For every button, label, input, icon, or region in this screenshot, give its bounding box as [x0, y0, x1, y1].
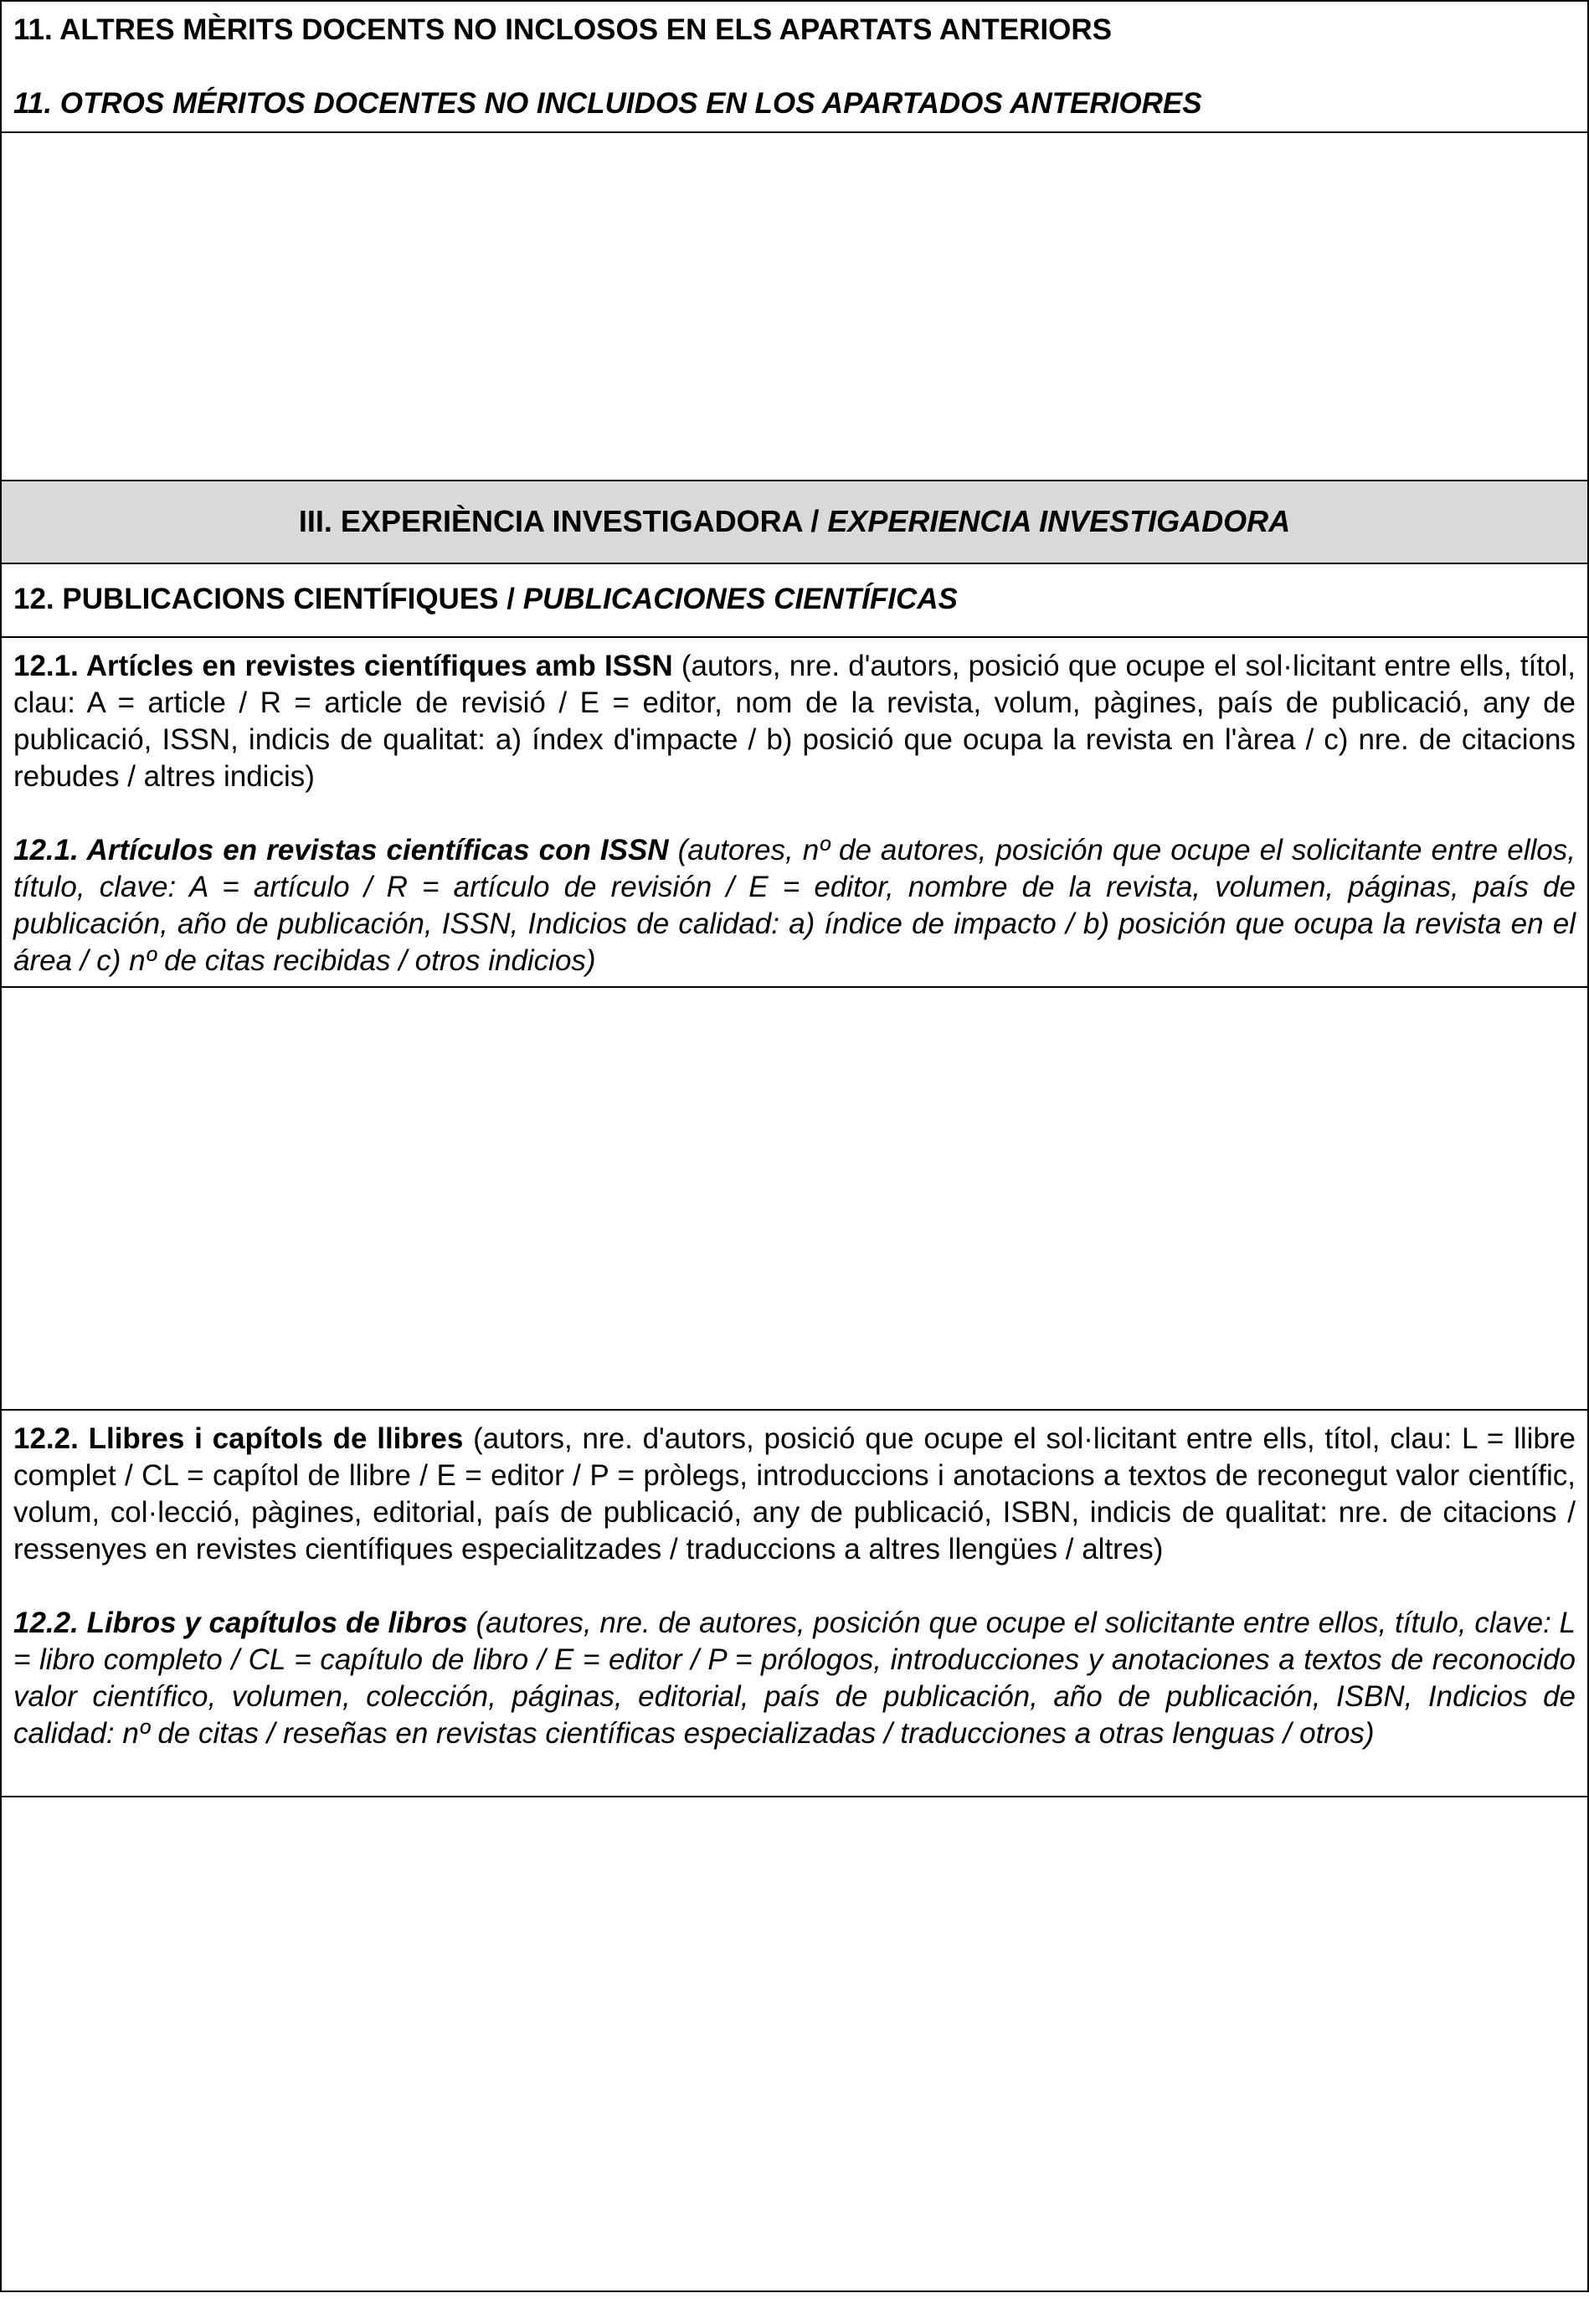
section-12-2-title-ca: 12.2. Llibres i capítols de llibres — [13, 1422, 464, 1455]
section-12-2-description-ca — [13, 1421, 1576, 1568]
section-12-1-text-es: (autores, nº de autores, posición que ocupe el solicitante entre ellos, título, clave: A = artículo / R = artículo de revisión / E = editor, nombre de la revista, volumen, páginas, país de publicación, año de publicación, ISSN, Indicios de calidad: a) índice de impacto / b) posición que ocupa la revista en el área / c) nº de citas recibidas / otros indicios) — [13, 834, 1576, 977]
section-12-2-text-es: (autores, nre. de autores, posición que ocupe el solicitante entre ellos, título, clave: L = libro completo / CL = capítulo de libro / E = editor / P = prólogos, introducciones y anotaciones a textos de reconocido valor científico, volumen, colección, páginas, editorial, país de publicación, año de publicación, ISBN, Indicios de calidad: nº de citas / reseñas en revistas científicas especializadas / traducciones a otras lenguas / otros) — [13, 1607, 1576, 1750]
section-12-2-header — [2, 1411, 1587, 1797]
section-11-input-area[interactable] — [2, 133, 1587, 481]
section-12-1-description-ca — [13, 648, 1576, 795]
section-11-header — [2, 2, 1587, 133]
section-3-title-bar — [2, 481, 1587, 564]
section-12-2-input-area[interactable] — [2, 1797, 1587, 2291]
section-11-title-ca: 11. ALTRES MÈRITS DOCENTS NO INCLOSOS EN ELS APARTATS ANTERIORS — [13, 13, 1112, 46]
section-12-2-text-ca: (autors, nre. d'autors, posició que ocupe el sol·licitant entre ells, títol, clau: L = llibre complet / CL = capítol de llibre / E = editor / P = pròlegs, introduccions i anotacions a textos de reconegut valor científic, volum, col·lecció, pàgines, editorial, país de publicació, any de publicació, ISBN, indicis de qualitat: nre. de citacions / ressenyes en revistes científiques especialitzades / traduccions a altres llengües / altres) — [13, 1422, 1576, 1566]
section-3-title-es: EXPERIENCIA INVESTIGADORA — [827, 504, 1291, 538]
section-12-1-description-es — [13, 832, 1576, 979]
section-12-1-title-ca: 12.1. Artícles en revistes científiques amb ISSN — [13, 650, 673, 682]
section-12-header — [2, 564, 1587, 638]
section-12-title-ca: 12. PUBLICACIONS CIENTÍFIQUES / — [13, 583, 523, 615]
section-12-1-input-area[interactable] — [2, 988, 1587, 1411]
section-11-title-es: 11. OTROS MÉRITOS DOCENTES NO INCLUIDOS EN LOS APARTADOS ANTERIORES — [13, 87, 1202, 120]
section-12-title-es: PUBLICACIONES CIENTÍFICAS — [522, 583, 958, 615]
section-12-2-description-es — [13, 1605, 1576, 1752]
section-12-2-title-es: 12.2. Libros y capítulos de libros — [13, 1607, 468, 1639]
section-12-1-header — [2, 638, 1587, 988]
section-3-title-ca: III. EXPERIÈNCIA INVESTIGADORA / — [298, 504, 828, 538]
section-12-1-title-es: 12.1. Artículos en revistas científicas con ISSN — [13, 834, 669, 866]
section-12-1-text-ca: (autors, nre. d'autors, posició que ocupe el sol·licitant entre ells, títol, clau: A = article / R = article de revisió / E = editor, nom de la revista, volum, pàgines, país de publicació, any de publicació, ISSN, indicis de qualitat: a) índex d'impacte / b) posició que ocupa la revista en l'àrea / c) nre. de citacions rebudes / altres indicis) — [13, 650, 1576, 793]
